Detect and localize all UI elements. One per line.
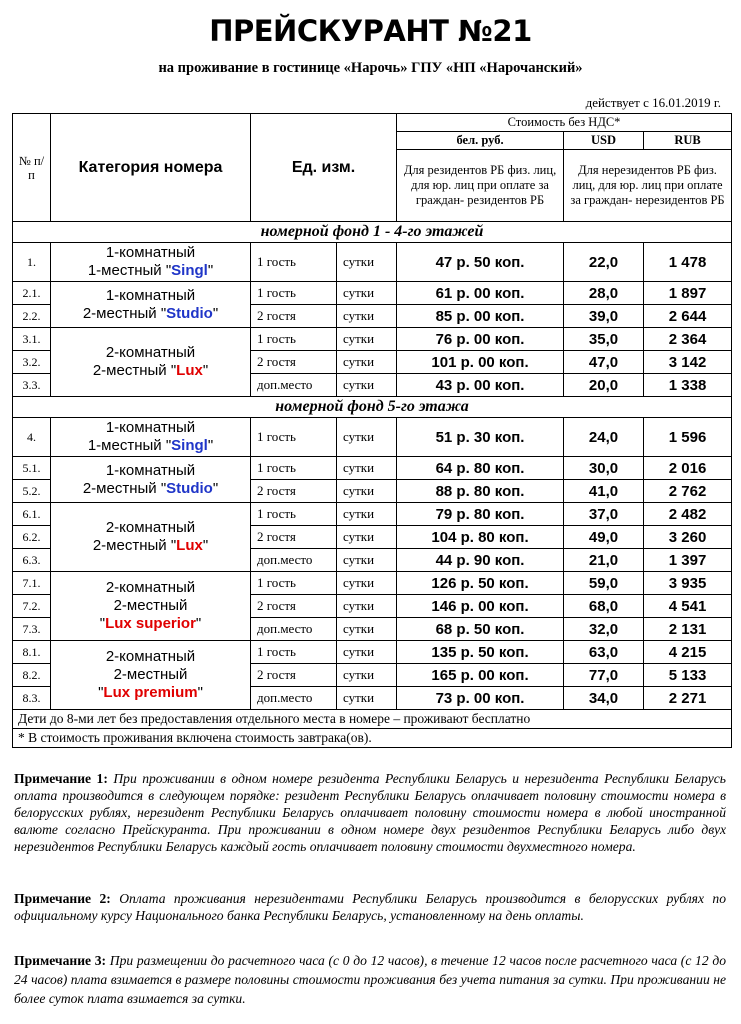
room-category-seats: 2-местный " bbox=[82, 479, 167, 497]
price-rub: 4 215 bbox=[644, 641, 732, 664]
header-nonresident-desc: Для нерезидентов РБ физ. лиц, для юр. лиц при оплате за граждан- нерезидентов РБ bbox=[564, 150, 732, 222]
room-type: Lux premium bbox=[103, 684, 198, 701]
price-usd: 68,0 bbox=[564, 595, 644, 618]
price-byn: 51 р. 30 коп. bbox=[397, 418, 564, 457]
price-usd: 22,0 bbox=[564, 243, 644, 282]
row-number: 4. bbox=[13, 418, 51, 457]
room-category-line3 bbox=[54, 684, 247, 702]
room-type: Singl bbox=[171, 437, 208, 454]
price-usd: 39,0 bbox=[564, 305, 644, 328]
row-number: 7.3. bbox=[13, 618, 51, 641]
row-number: 2.1. bbox=[13, 282, 51, 305]
quote-close: " bbox=[202, 537, 209, 554]
room-category-line2 bbox=[54, 666, 247, 684]
room-category-line1: 2-комнатный bbox=[105, 648, 196, 665]
note-label: Примечание 2: bbox=[14, 891, 111, 906]
price-rub: 2 482 bbox=[644, 503, 732, 526]
note-text: При размещении до расчетного часа (с 0 до 12 часов), в течение 12 часов после расчетного часа (с 12 до 24 часов) плата взимается в размере половины стоимости проживания без учета питания за сутки. При проживании не более суток плата взимается за сутки. bbox=[14, 953, 726, 1006]
section-title: номерной фонд 5-го этажа bbox=[13, 397, 732, 418]
footnote: * В стоимость проживания включена стоимость завтрака(ов). bbox=[13, 729, 732, 748]
header-category: Категория номера bbox=[51, 114, 251, 222]
room-category-line2 bbox=[54, 362, 247, 380]
quote-close: " bbox=[197, 684, 203, 701]
unit-guests: 1 гость bbox=[251, 641, 337, 664]
price-byn: 146 р. 00 коп. bbox=[397, 595, 564, 618]
quote-open: " bbox=[98, 684, 104, 701]
row-number: 2.2. bbox=[13, 305, 51, 328]
unit-period: сутки bbox=[337, 305, 397, 328]
row-number: 8.1. bbox=[13, 641, 51, 664]
unit-period: сутки bbox=[337, 641, 397, 664]
quote-close: " bbox=[212, 304, 219, 322]
note-label: Примечание 3: bbox=[14, 953, 107, 968]
price-byn: 43 р. 00 коп. bbox=[397, 374, 564, 397]
room-category-line1: 1-комнатный bbox=[105, 244, 196, 261]
unit-guests: доп.место bbox=[251, 618, 337, 641]
price-usd: 77,0 bbox=[564, 664, 644, 687]
price-byn: 61 р. 00 коп. bbox=[397, 282, 564, 305]
price-rub: 2 016 bbox=[644, 457, 732, 480]
table-row bbox=[13, 641, 732, 664]
room-category-line1: 2-комнатный bbox=[105, 579, 196, 596]
section-title: номерной фонд 1 - 4-го этажей bbox=[13, 222, 732, 243]
unit-period: сутки bbox=[337, 664, 397, 687]
note-1 bbox=[14, 770, 726, 855]
room-category-line2 bbox=[54, 262, 247, 280]
unit-period: сутки bbox=[337, 374, 397, 397]
unit-guests: 1 гость bbox=[251, 457, 337, 480]
room-category-seats: 2-местный " bbox=[82, 304, 167, 322]
unit-guests: доп.место bbox=[251, 374, 337, 397]
row-number: 1. bbox=[13, 243, 51, 282]
price-rub: 1 596 bbox=[644, 418, 732, 457]
price-rub: 2 271 bbox=[644, 687, 732, 710]
unit-period: сутки bbox=[337, 243, 397, 282]
unit-period: сутки bbox=[337, 687, 397, 710]
unit-period: сутки bbox=[337, 282, 397, 305]
row-number: 3.3. bbox=[13, 374, 51, 397]
unit-period: сутки bbox=[337, 526, 397, 549]
row-number: 3.2. bbox=[13, 351, 51, 374]
table-row bbox=[13, 503, 732, 526]
room-category bbox=[51, 503, 251, 572]
price-usd: 35,0 bbox=[564, 328, 644, 351]
unit-period: сутки bbox=[337, 351, 397, 374]
price-rub: 1 478 bbox=[644, 243, 732, 282]
price-byn: 79 р. 80 коп. bbox=[397, 503, 564, 526]
unit-guests: 1 гость bbox=[251, 328, 337, 351]
price-byn: 44 р. 90 коп. bbox=[397, 549, 564, 572]
price-usd: 30,0 bbox=[564, 457, 644, 480]
header-unit: Ед. изм. bbox=[251, 114, 397, 222]
unit-period: сутки bbox=[337, 480, 397, 503]
row-number: 7.2. bbox=[13, 595, 51, 618]
quote-open: " bbox=[99, 615, 106, 632]
note-3 bbox=[14, 951, 726, 1008]
price-byn: 73 р. 00 коп. bbox=[397, 687, 564, 710]
room-category-seats: 2-местный bbox=[113, 666, 188, 683]
price-byn: 64 р. 80 коп. bbox=[397, 457, 564, 480]
price-table bbox=[12, 113, 732, 748]
price-rub: 3 142 bbox=[644, 351, 732, 374]
room-category-line1: 2-комнатный bbox=[105, 519, 196, 536]
header-cost: Стоимость без НДС* bbox=[397, 114, 732, 132]
table-row bbox=[13, 282, 732, 305]
table-row bbox=[13, 418, 732, 457]
quote-close: " bbox=[202, 362, 209, 379]
price-usd: 34,0 bbox=[564, 687, 644, 710]
room-category-line1: 1-комнатный bbox=[105, 461, 196, 479]
price-usd: 24,0 bbox=[564, 418, 644, 457]
row-number: 7.1. bbox=[13, 572, 51, 595]
footnote: Дети до 8-ми лет без предоставления отдельного места в номере – проживают бесплатно bbox=[13, 710, 732, 729]
row-number: 8.2. bbox=[13, 664, 51, 687]
unit-guests: 2 гостя bbox=[251, 664, 337, 687]
price-usd: 37,0 bbox=[564, 503, 644, 526]
room-category-seats: 1-местный " bbox=[87, 437, 172, 454]
room-category-seats: 2-местный " bbox=[92, 537, 177, 554]
room-type: Lux superior bbox=[105, 615, 196, 632]
price-usd: 20,0 bbox=[564, 374, 644, 397]
unit-guests: 2 гостя bbox=[251, 526, 337, 549]
page-subtitle: на проживание в гостинице «Нарочь» ГПУ «НП «Нарочанский» bbox=[158, 60, 583, 76]
room-type: Lux bbox=[176, 537, 203, 554]
price-usd: 63,0 bbox=[564, 641, 644, 664]
quote-close: " bbox=[212, 479, 219, 497]
table-row bbox=[13, 457, 732, 480]
room-category bbox=[51, 328, 251, 397]
quote-close: " bbox=[195, 615, 202, 632]
room-category-line2 bbox=[54, 305, 247, 323]
note-text: При проживании в одном номере резидента Республики Беларусь и нерезидента Республики Беларусь оплата производится в следующем порядке: резидент Республики Беларусь оплачивает половину стоимости номера в белорусских рублях, нерезидент Республики Беларусь оплачивает половину стоимости номера в любой иностранной валюте согласно Прейскуранта. При проживании в одном номере двух резидентов Республики Беларусь либо двух нерезидентов Республики Беларусь каждый гость оплачивает половину стоимости двухместного номера. bbox=[14, 771, 726, 854]
quote-close: " bbox=[207, 262, 214, 279]
valid-from-date: действует с 16.01.2019 г. bbox=[585, 95, 721, 110]
price-rub: 4 541 bbox=[644, 595, 732, 618]
unit-guests: 1 гость bbox=[251, 418, 337, 457]
header-currency-byn: бел. руб. bbox=[397, 132, 564, 150]
price-rub: 1 397 bbox=[644, 549, 732, 572]
price-usd: 59,0 bbox=[564, 572, 644, 595]
price-rub: 1 897 bbox=[644, 282, 732, 305]
table-row bbox=[13, 243, 732, 282]
room-category-seats: 1-местный " bbox=[87, 262, 172, 279]
unit-period: сутки bbox=[337, 618, 397, 641]
row-number: 5.2. bbox=[13, 480, 51, 503]
room-type: Studio bbox=[166, 479, 213, 497]
row-number: 8.3. bbox=[13, 687, 51, 710]
room-category bbox=[51, 641, 251, 710]
section-row bbox=[13, 397, 732, 418]
price-byn: 135 р. 50 коп. bbox=[397, 641, 564, 664]
room-category bbox=[51, 572, 251, 641]
page-title: ПРЕЙСКУРАНТ №21 bbox=[209, 14, 532, 48]
price-byn: 85 р. 00 коп. bbox=[397, 305, 564, 328]
unit-period: сутки bbox=[337, 549, 397, 572]
price-byn: 104 р. 80 коп. bbox=[397, 526, 564, 549]
room-type: Lux bbox=[176, 362, 203, 379]
price-byn: 68 р. 50 коп. bbox=[397, 618, 564, 641]
unit-period: сутки bbox=[337, 418, 397, 457]
room-category-line2 bbox=[54, 537, 247, 555]
note-2 bbox=[14, 890, 726, 924]
price-rub: 2 364 bbox=[644, 328, 732, 351]
room-category-line3 bbox=[54, 615, 247, 633]
unit-guests: доп.место bbox=[251, 687, 337, 710]
room-category-line2 bbox=[54, 437, 247, 455]
unit-guests: доп.место bbox=[251, 549, 337, 572]
room-category-line1: 1-комнатный bbox=[105, 286, 196, 304]
room-category bbox=[51, 418, 251, 457]
price-rub: 1 338 bbox=[644, 374, 732, 397]
room-category bbox=[51, 457, 251, 503]
price-usd: 49,0 bbox=[564, 526, 644, 549]
room-type: Studio bbox=[166, 304, 213, 322]
price-byn: 101 р. 00 коп. bbox=[397, 351, 564, 374]
room-category bbox=[51, 243, 251, 282]
header-resident-desc: Для резидентов РБ физ. лиц, для юр. лиц при оплате за граждан- резидентов РБ bbox=[397, 150, 564, 222]
unit-guests: 1 гость bbox=[251, 243, 337, 282]
price-byn: 165 р. 00 коп. bbox=[397, 664, 564, 687]
price-usd: 28,0 bbox=[564, 282, 644, 305]
price-rub: 2 131 bbox=[644, 618, 732, 641]
unit-period: сутки bbox=[337, 595, 397, 618]
quote-close: " bbox=[207, 437, 214, 454]
footnote-row bbox=[13, 710, 732, 729]
row-number: 6.2. bbox=[13, 526, 51, 549]
note-text: Оплата проживания нерезидентами Республики Беларусь производится в белорусских рублях по официальному курсу Национального банка Республики Беларусь, установленному на день оплаты. bbox=[14, 891, 726, 923]
unit-period: сутки bbox=[337, 572, 397, 595]
price-byn: 126 р. 50 коп. bbox=[397, 572, 564, 595]
price-usd: 32,0 bbox=[564, 618, 644, 641]
room-category-line2 bbox=[54, 480, 247, 498]
footnote-row bbox=[13, 729, 732, 748]
price-byn: 47 р. 50 коп. bbox=[397, 243, 564, 282]
room-category-seats: 2-местный " bbox=[92, 362, 177, 379]
room-category-line2 bbox=[54, 597, 247, 615]
unit-period: сутки bbox=[337, 457, 397, 480]
price-rub: 3 260 bbox=[644, 526, 732, 549]
price-byn: 88 р. 80 коп. bbox=[397, 480, 564, 503]
header-currency-usd: USD bbox=[564, 132, 644, 150]
header-num: № п/п bbox=[13, 114, 51, 222]
row-number: 5.1. bbox=[13, 457, 51, 480]
unit-guests: 2 гостя bbox=[251, 305, 337, 328]
room-category-line1: 1-комнатный bbox=[105, 419, 196, 436]
note-label: Примечание 1: bbox=[14, 771, 108, 786]
price-usd: 21,0 bbox=[564, 549, 644, 572]
price-rub: 2 762 bbox=[644, 480, 732, 503]
price-byn: 76 р. 00 коп. bbox=[397, 328, 564, 351]
unit-period: сутки bbox=[337, 503, 397, 526]
row-number: 3.1. bbox=[13, 328, 51, 351]
unit-guests: 2 гостя bbox=[251, 480, 337, 503]
room-category bbox=[51, 282, 251, 328]
price-usd: 47,0 bbox=[564, 351, 644, 374]
price-rub: 5 133 bbox=[644, 664, 732, 687]
price-usd: 41,0 bbox=[564, 480, 644, 503]
section-row bbox=[13, 222, 732, 243]
unit-guests: 2 гостя bbox=[251, 351, 337, 374]
table-row bbox=[13, 572, 732, 595]
room-category-seats: 2-местный bbox=[113, 597, 188, 614]
table-row bbox=[13, 328, 732, 351]
price-rub: 3 935 bbox=[644, 572, 732, 595]
room-category-line1: 2-комнатный bbox=[105, 344, 196, 361]
room-type: Singl bbox=[171, 262, 208, 279]
unit-guests: 1 гость bbox=[251, 282, 337, 305]
header-currency-rub: RUB bbox=[644, 132, 732, 150]
unit-guests: 1 гость bbox=[251, 572, 337, 595]
price-rub: 2 644 bbox=[644, 305, 732, 328]
unit-guests: 2 гостя bbox=[251, 595, 337, 618]
unit-period: сутки bbox=[337, 328, 397, 351]
row-number: 6.3. bbox=[13, 549, 51, 572]
unit-guests: 1 гость bbox=[251, 503, 337, 526]
row-number: 6.1. bbox=[13, 503, 51, 526]
